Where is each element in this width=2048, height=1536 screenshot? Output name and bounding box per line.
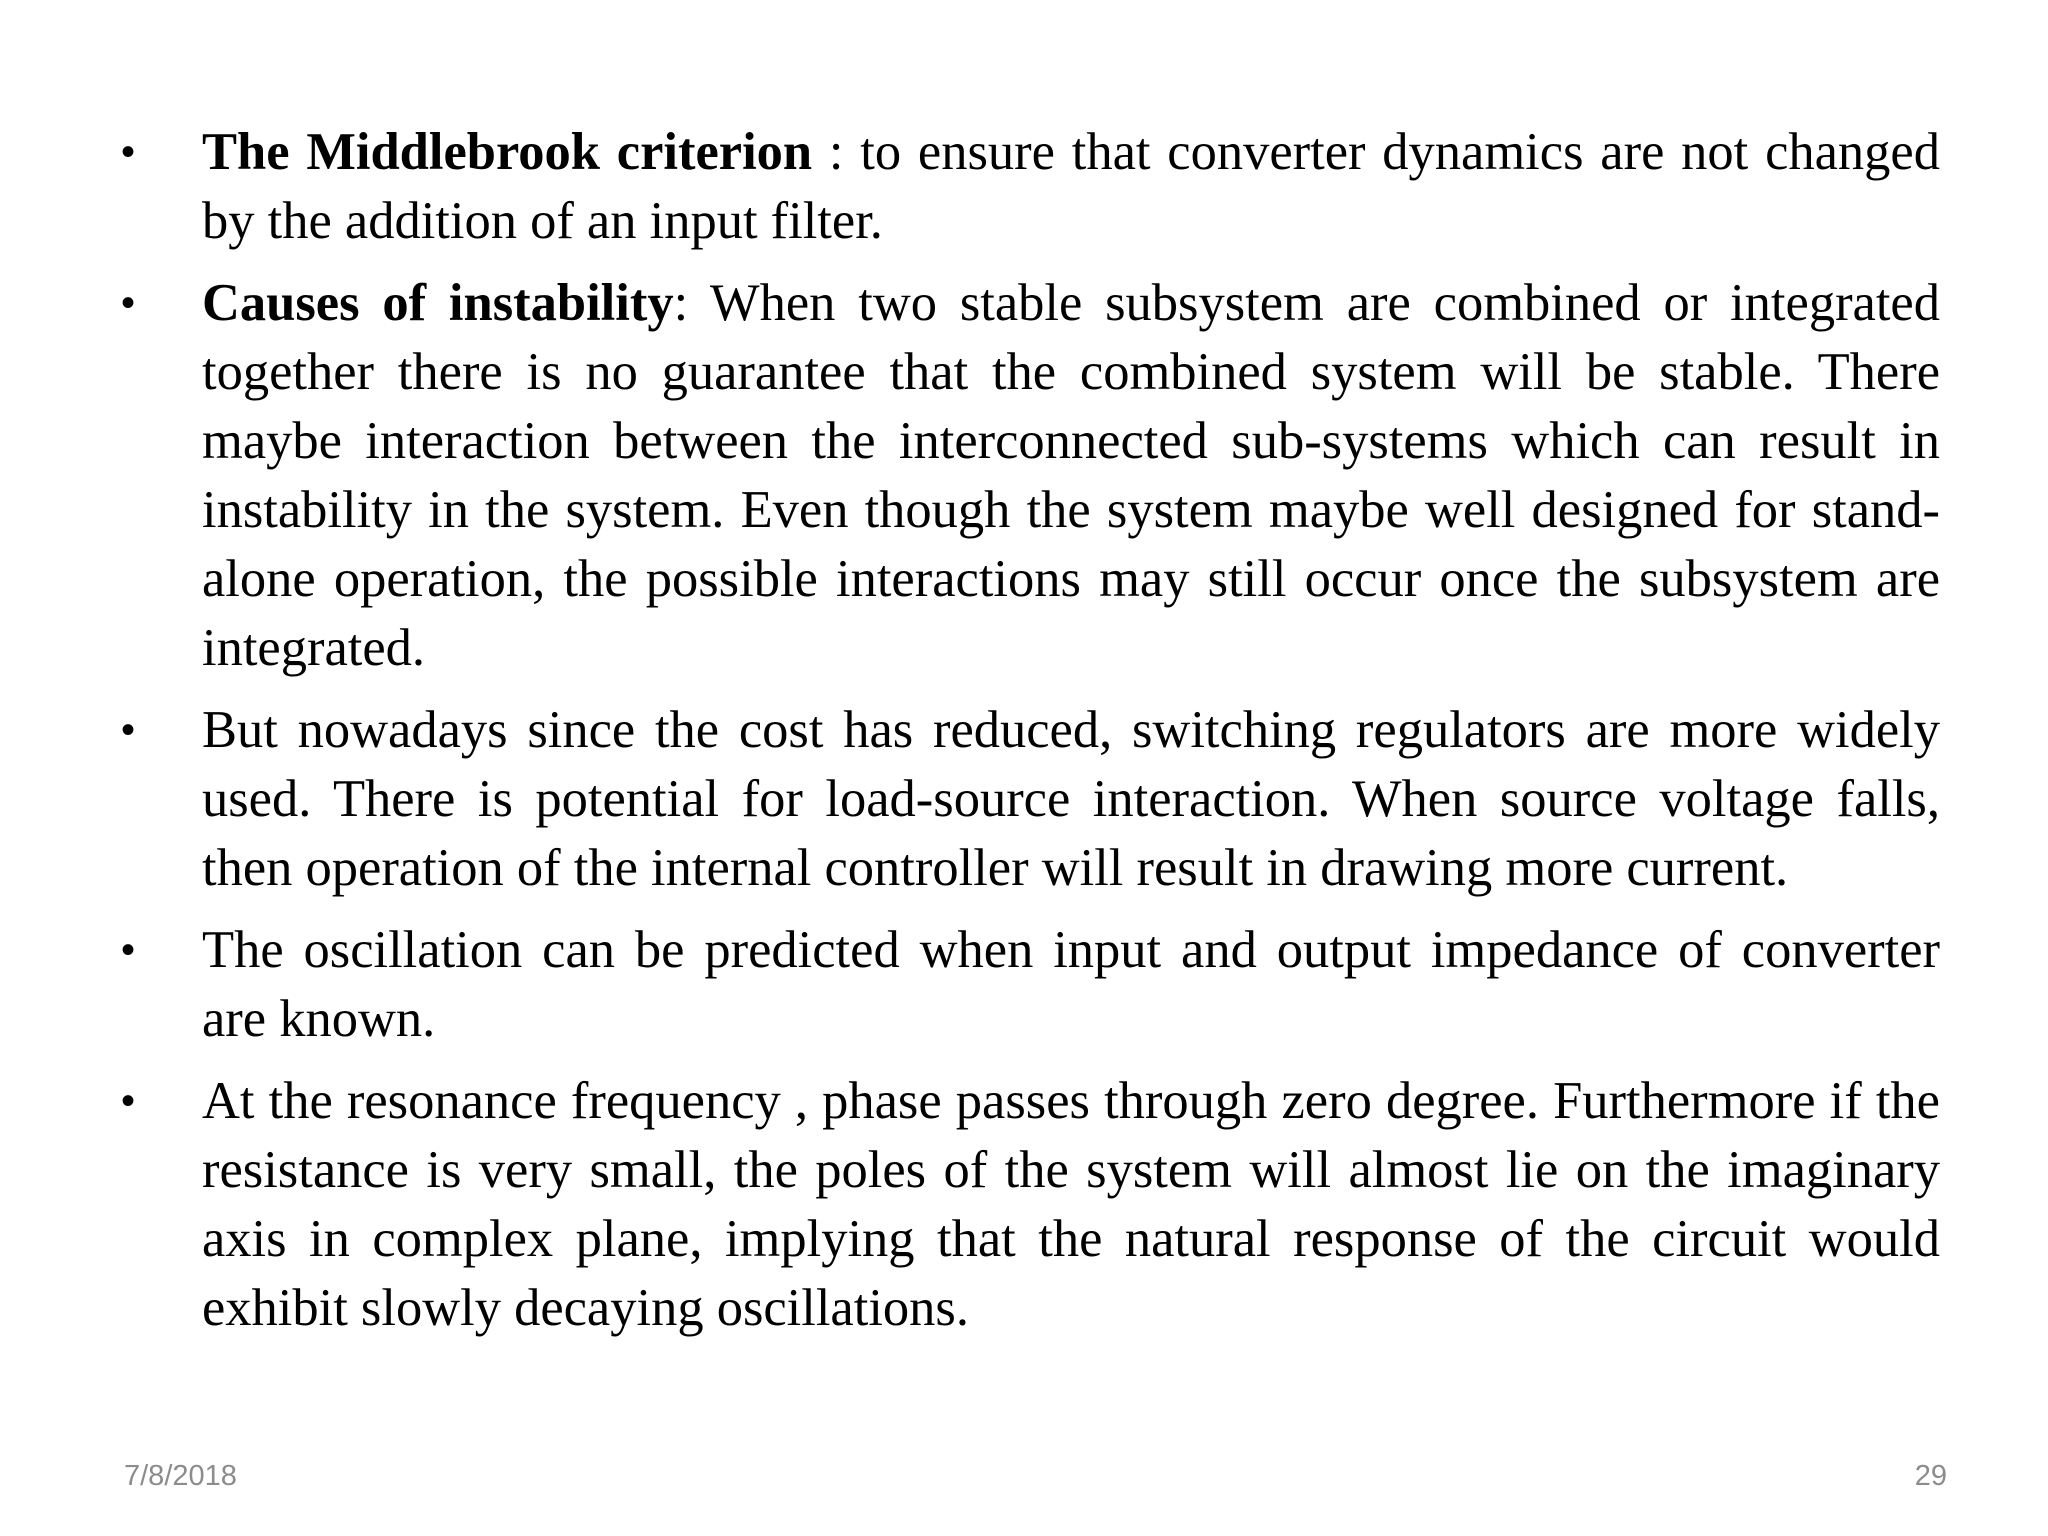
bullet-item-resonance [110,1067,1940,1343]
bullet-icon: • [121,281,136,325]
bullet-text: The oscillation can be predicted when input and output impedance of converter are known. [202,921,1940,1048]
bullet-item-switching-regulators [110,696,1940,903]
bullet-text: At the resonance frequency , phase passes through zero degree. Furthermore if the resistance is very small, the poles of the system will almost lie on the imaginary axis in complex plane, implying that the natural response of the circuit would exhibit slowly decaying oscillations. [202,1072,1940,1337]
bullet-icon: • [121,708,136,752]
footer-date: 7/8/2018 [124,1460,237,1492]
bullet-term: Causes of instability [202,274,674,332]
bullet-icon: • [121,130,136,174]
bullet-icon: • [121,1079,136,1123]
bullet-term: The Middlebrook criterion [202,123,813,181]
bullet-text: : to ensure that converter dynamics are not changed by the addition of an input filter. [202,123,1940,250]
footer-page-number: 29 [1914,1460,1947,1492]
bullet-item-middlebrook [110,118,1940,256]
bullet-text: But nowadays since the cost has reduced, switching regulators are more widely used. There is potential for load-source interaction. When source voltage falls, then operation of the internal controller will result in drawing more current. [202,701,1940,897]
bullet-list [110,118,1940,1356]
bullet-text: : When two stable subsystem are combined or integrated together there is no guarantee that the combined system will be stable. There maybe interaction between the interconnected sub-systems which can result in instability in the system. Even though the system maybe well designed for stand-alone operation, the possible interactions may still occur once the subsystem are integrated. [202,274,1940,677]
bullet-item-instability [110,269,1940,683]
bullet-icon: • [121,928,136,972]
bullet-item-oscillation [110,916,1940,1054]
